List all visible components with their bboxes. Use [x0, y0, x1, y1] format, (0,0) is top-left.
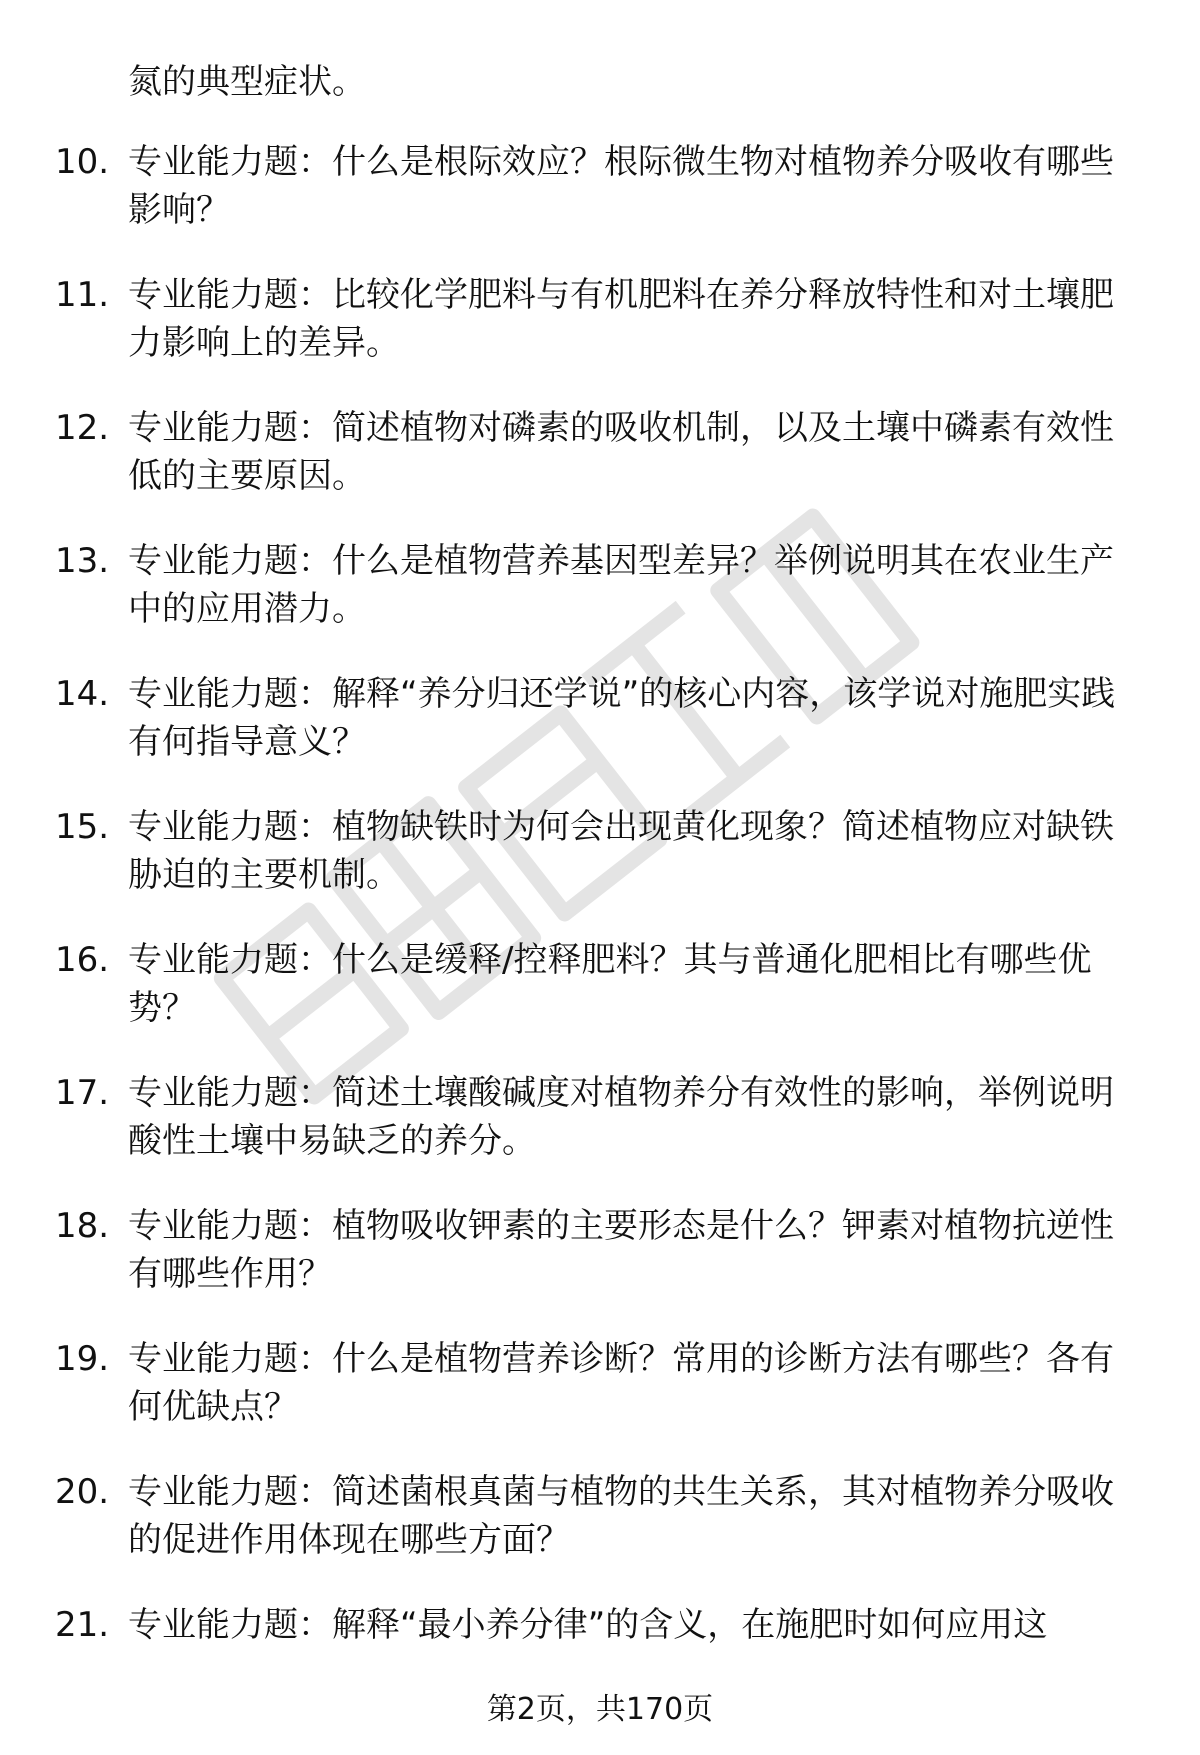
question-item	[0, 936, 1138, 1032]
continuation-text: 氮的典型症状。	[128, 62, 366, 102]
question-number: 14.	[55, 674, 110, 714]
question-number: 12.	[55, 408, 110, 448]
question-item	[0, 271, 1138, 367]
question-item	[0, 803, 1138, 899]
question-number: 10.	[55, 142, 110, 182]
question-text: 专业能力题：解释“养分归还学说”的核心内容，该学说对施肥实践有何指导意义？	[128, 674, 1116, 762]
question-item	[0, 138, 1138, 234]
question-number: 21.	[55, 1605, 110, 1645]
question-item	[0, 404, 1138, 500]
question-item	[0, 1335, 1138, 1431]
question-text: 专业能力题：什么是植物营养基因型差异？举例说明其在农业生产中的应用潜力。	[128, 541, 1114, 629]
question-item	[0, 670, 1138, 766]
question-text: 专业能力题：什么是缓释/控释肥料？其与普通化肥相比有哪些优势？	[128, 940, 1092, 1028]
question-number: 15.	[55, 807, 110, 847]
question-number: 16.	[55, 940, 110, 980]
question-text: 专业能力题：什么是植物营养诊断？常用的诊断方法有哪些？各有何优缺点？	[128, 1339, 1114, 1427]
question-item	[0, 537, 1138, 633]
question-text: 专业能力题：简述植物对磷素的吸收机制，以及土壤中磷素有效性低的主要原因。	[128, 408, 1114, 496]
question-text: 专业能力题：解释“最小养分律”的含义，在施肥时如何应用这	[128, 1605, 1048, 1645]
page-footer: 第2页，共170页	[486, 1692, 714, 1727]
question-number: 17.	[55, 1073, 110, 1113]
question-text: 专业能力题：植物吸收钾素的主要形态是什么？钾素对植物抗逆性有哪些作用？	[128, 1206, 1114, 1294]
question-item	[0, 1202, 1138, 1298]
question-item	[0, 1069, 1138, 1165]
question-number: 20.	[55, 1472, 110, 1512]
question-text: 专业能力题：简述土壤酸碱度对植物养分有效性的影响，举例说明酸性土壤中易缺乏的养分。	[128, 1073, 1114, 1161]
question-item	[0, 1601, 1138, 1649]
question-list	[0, 138, 1200, 1686]
question-number: 19.	[55, 1339, 110, 1379]
question-text: 专业能力题：简述菌根真菌与植物的共生关系，其对植物养分吸收的促进作用体现在哪些方面？	[128, 1472, 1114, 1560]
question-item	[0, 1468, 1138, 1564]
question-text: 专业能力题：什么是根际效应？根际微生物对植物养分吸收有哪些影响？	[128, 142, 1114, 230]
question-text: 专业能力题：植物缺铁时为何会出现黄化现象？简述植物应对缺铁胁迫的主要机制。	[128, 807, 1114, 895]
question-number: 18.	[55, 1206, 110, 1246]
question-text: 专业能力题：比较化学肥料与有机肥料在养分释放特性和对土壤肥力影响上的差异。	[128, 275, 1114, 363]
question-number: 11.	[55, 275, 110, 315]
question-number: 13.	[55, 541, 110, 581]
